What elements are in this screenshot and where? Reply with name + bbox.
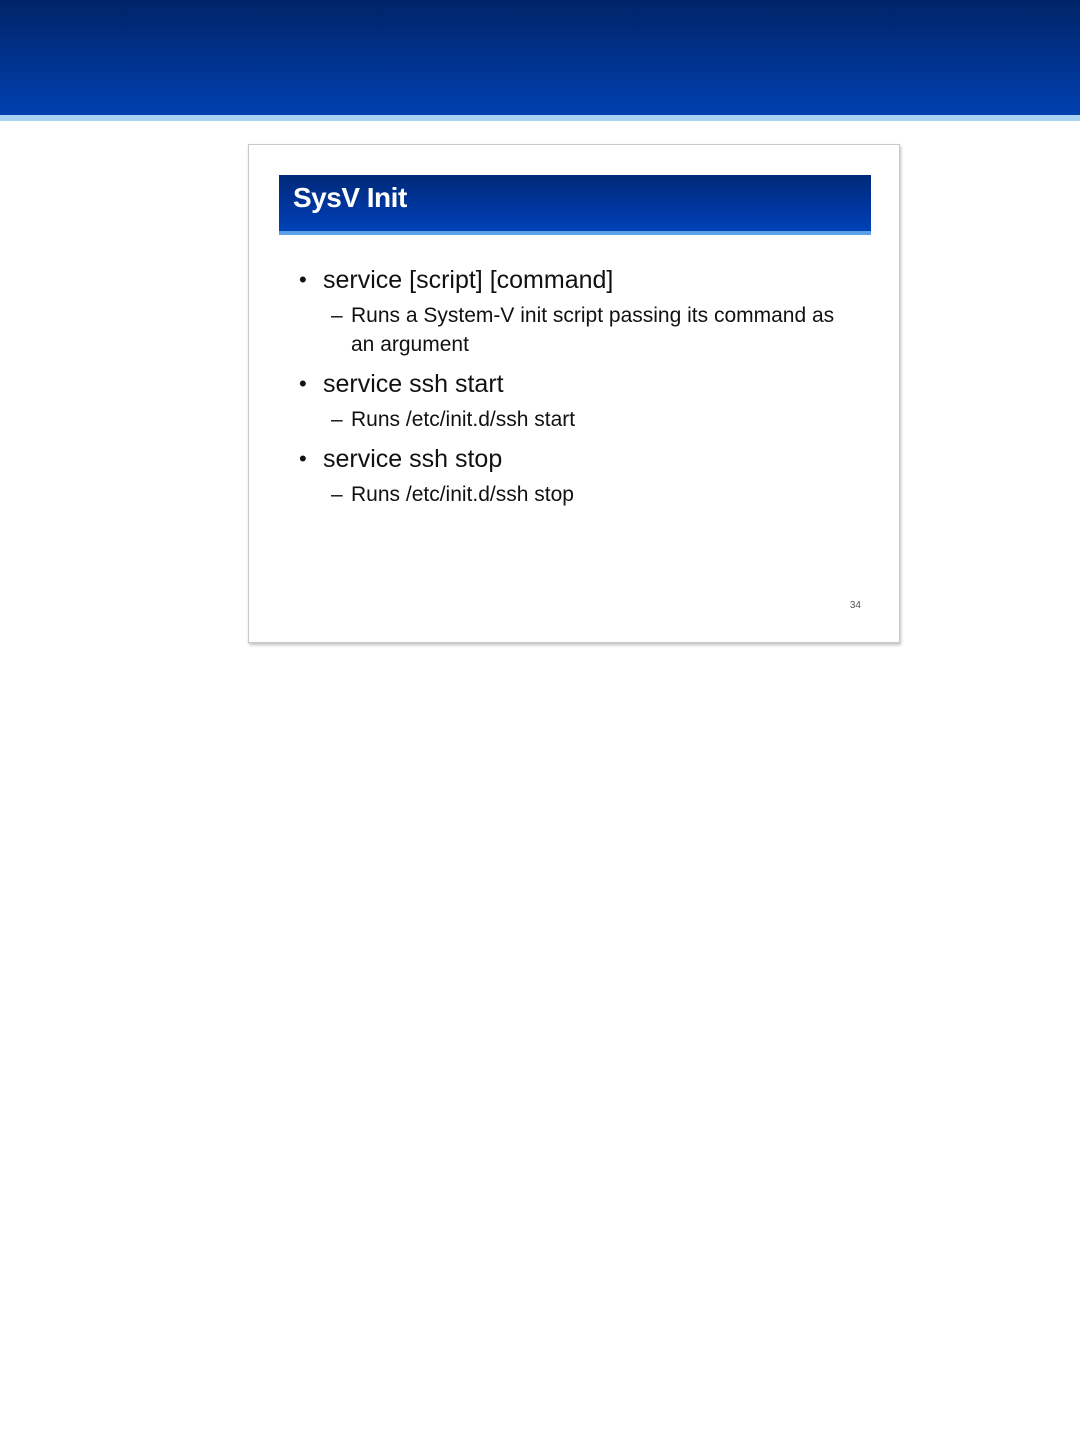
bullet-glyph: • — [299, 371, 307, 396]
bullet-text: service ssh stop — [323, 445, 503, 473]
slide-number: 34 — [849, 600, 861, 611]
slide-thumbnail[interactable] — [248, 144, 900, 643]
sub-bullet-item — [299, 405, 859, 434]
bullet-text: service ssh start — [323, 370, 504, 398]
bullet-glyph: • — [299, 267, 307, 292]
banner-stripe — [0, 115, 1080, 121]
dash-glyph: – — [331, 483, 343, 506]
sub-bullet-item — [299, 480, 859, 509]
sub-bullet-text: Runs a System-V init script passing its command as an argument — [351, 304, 835, 356]
bullet-item — [299, 263, 859, 297]
sub-bullet-item — [299, 301, 859, 359]
bullet-text: service [script] [command] — [323, 266, 614, 294]
slide-title: SysV Init — [293, 182, 407, 213]
dash-glyph: – — [331, 304, 343, 327]
dash-glyph: – — [331, 408, 343, 431]
top-banner — [0, 0, 1080, 115]
bullet-glyph: • — [299, 446, 307, 471]
bullet-list — [299, 263, 859, 517]
sub-bullet-text: Runs /etc/init.d/ssh stop — [351, 483, 574, 506]
bullet-item — [299, 367, 859, 401]
sub-bullet-text: Runs /etc/init.d/ssh start — [351, 408, 576, 431]
bullet-item — [299, 442, 859, 476]
slide-title-bar — [279, 175, 871, 231]
